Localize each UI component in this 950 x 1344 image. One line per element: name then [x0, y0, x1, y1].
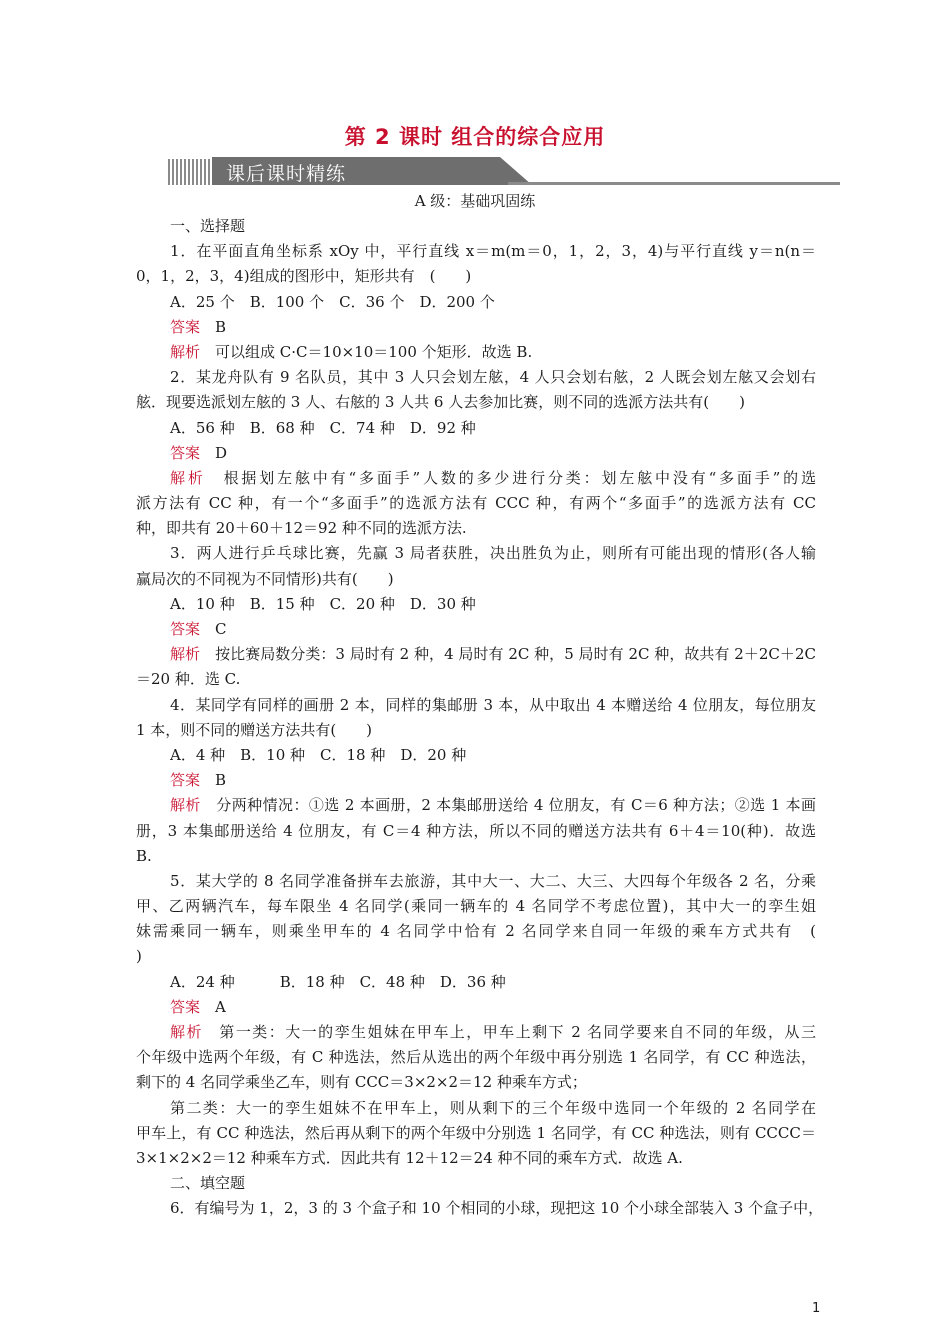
- analysis-line: 派方法有 CC 种，有一个“多面手”的选派方法有 CCC 种，有两个“多面手”的选派方法有 CC: [136, 494, 816, 513]
- question-line: 6．有编号为 1，2，3 的 3 个盒子和 10 个相同的小球，现把这 10 个小球全部装入 3 个盒子中，: [170, 1199, 824, 1218]
- analysis-line: 3×1×2×2＝12 种乘车方式．因此共有 12＋12＝24 种不同的乘车方式．故选 A.: [136, 1148, 683, 1167]
- answer-label: 答案: [170, 771, 201, 790]
- analysis-text: 可以组成 C·C＝10×10＝100 个矩形．故选 B.: [215, 342, 533, 361]
- question-options: A．24 种 B．18 种 C．48 种 D．36 种: [170, 972, 506, 991]
- analysis-line: 册，3 本集邮册送给 4 位朋友，有 C＝4 种方法，所以不同的赠送方法共有 6＋4＝10(种)．故选: [136, 821, 816, 840]
- question-line: 3．两人进行乒乓球比赛，先赢 3 局者获胜，决出胜负为止，则所有可能出现的情形(各人输: [170, 544, 816, 563]
- analysis-line: B.: [136, 846, 152, 865]
- analysis-label: 解析: [170, 1023, 203, 1041]
- answer-value: D: [215, 443, 228, 462]
- question-line: 1 本，则不同的赠送方法共有( ): [136, 720, 373, 739]
- exercise-content: [136, 214, 824, 1222]
- section-heading: 一、选择题: [170, 217, 246, 235]
- analysis-line: ＝20 种．选 C.: [136, 670, 241, 689]
- question-line: 4．某同学有同样的画册 2 本，同样的集邮册 3 本，从中取出 4 本赠送给 4 位朋友，每位朋友: [170, 695, 816, 714]
- answer-value: C: [215, 620, 227, 638]
- page-title: 第 2 课时 组合的综合应用: [344, 125, 606, 149]
- analysis-line: 甲车上，有 CC 种选法，然后再从剩下的两个年级中分别选 1 名同学，有 CC 种选法，则有 CCCC＝: [136, 1123, 816, 1142]
- question-line: 2．某龙舟队有 9 名队员，其中 3 人只会划左舷，4 人只会划右舷，2 人既会划左舷又会划右: [170, 368, 816, 387]
- answer-row: [136, 768, 816, 793]
- question-options: A．10 种 B．15 种 C．20 种 D．30 种: [170, 594, 476, 613]
- section-banner: [168, 157, 840, 187]
- level-heading: A 级：基础巩固练: [414, 192, 536, 210]
- question-line: 妹需乘同一辆车，则乘坐甲车的 4 名同学中恰有 2 名同学来自同一年级的乘车方式共有 (: [136, 922, 816, 941]
- answer-row: [136, 617, 816, 642]
- analysis-row: [136, 642, 816, 667]
- analysis-line: 种，即共有 20＋60＋12＝92 种不同的选派方法.: [136, 519, 467, 538]
- question-line: 舷．现要选派划左舷的 3 人、右舷的 3 人共 6 人去参加比赛，则不同的选派方法共有( ): [136, 393, 745, 412]
- analysis-row: [136, 466, 816, 491]
- analysis-text: 第一类：大一的孪生姐妹在甲车上，甲车上剩下 2 名同学要来自不同的年级，从三: [219, 1023, 816, 1041]
- analysis-label: 解析: [170, 342, 201, 361]
- question-line: 甲、乙两辆汽车，每车限坐 4 名同学(乘同一辆车的 4 名同学不考虑位置)，其中大一的孪生姐: [136, 897, 816, 916]
- analysis-text: 按比赛局数分类：3 局时有 2 种，4 局时有 2C 种，5 局时有 2C 种，故共有 2＋2C＋2C: [215, 645, 816, 664]
- analysis-label: 解析: [170, 796, 201, 815]
- analysis-line: 剩下的 4 名同学乘坐乙车，则有 CCC＝3×2×2＝12 种乘车方式；: [136, 1073, 587, 1092]
- banner-label: 课后课时精练: [226, 163, 347, 185]
- page-number: 1: [812, 1301, 821, 1316]
- analysis-label: 解析: [170, 645, 201, 664]
- analysis-line: 第二类：大一的孪生姐妹不在甲车上，则从剩下的三个年级中选同一个年级的 2 名同学在: [170, 1098, 816, 1117]
- question-options: A．4 种 B．10 种 C．18 种 D．20 种: [170, 745, 467, 764]
- answer-label: 答案: [170, 317, 201, 336]
- answer-value: B: [215, 771, 227, 790]
- answer-value: A: [215, 997, 226, 1016]
- analysis-label: 解析: [170, 468, 206, 487]
- answer-label: 答案: [170, 443, 201, 462]
- answer-label: 答案: [170, 997, 201, 1016]
- answer-row: [136, 441, 816, 466]
- analysis-row: [136, 1020, 816, 1045]
- banner-stripes: [168, 159, 214, 185]
- analysis-row: [136, 793, 816, 818]
- analysis-text: 根据划左舷中有“多面手”人数的多少进行分类：划左舷中没有“多面手”的选: [223, 468, 816, 487]
- answer-row: [136, 995, 816, 1020]
- answer-row: [136, 315, 816, 340]
- analysis-text: 分两种情况：①选 2 本画册，2 本集邮册送给 4 位朋友，有 C＝6 种方法；②选 1 本画: [216, 796, 816, 815]
- analysis-row: [136, 340, 816, 365]
- question-options: A．56 种 B．68 种 C．74 种 D．92 种: [170, 418, 476, 437]
- section-heading: 二、填空题: [170, 1174, 246, 1193]
- question-line: ): [136, 947, 142, 966]
- banner-rule: [508, 182, 840, 185]
- question-options: A．25 个 B．100 个 C．36 个 D．200 个: [170, 292, 495, 311]
- question-line: 5．某大学的 8 名同学准备拼车去旅游，其中大一、大二、大三、大四每个年级各 2 名，分乘: [170, 871, 816, 890]
- analysis-line: 个年级中选两个年级，有 C 种选法，然后从选出的两个年级中再分别选 1 名同学，有 CC 种选法，: [136, 1048, 816, 1067]
- question-line: 1．在平面直角坐标系 xOy 中，平行直线 x＝m(m＝0，1，2，3，4)与平行直线 y＝n(n＝: [170, 242, 816, 261]
- answer-label: 答案: [170, 620, 201, 638]
- question-line: 赢局次的不同视为不同情形)共有( ): [136, 569, 394, 588]
- answer-value: B: [215, 317, 227, 336]
- question-line: 0，1，2，3，4)组成的图形中，矩形共有 ( ): [136, 267, 472, 286]
